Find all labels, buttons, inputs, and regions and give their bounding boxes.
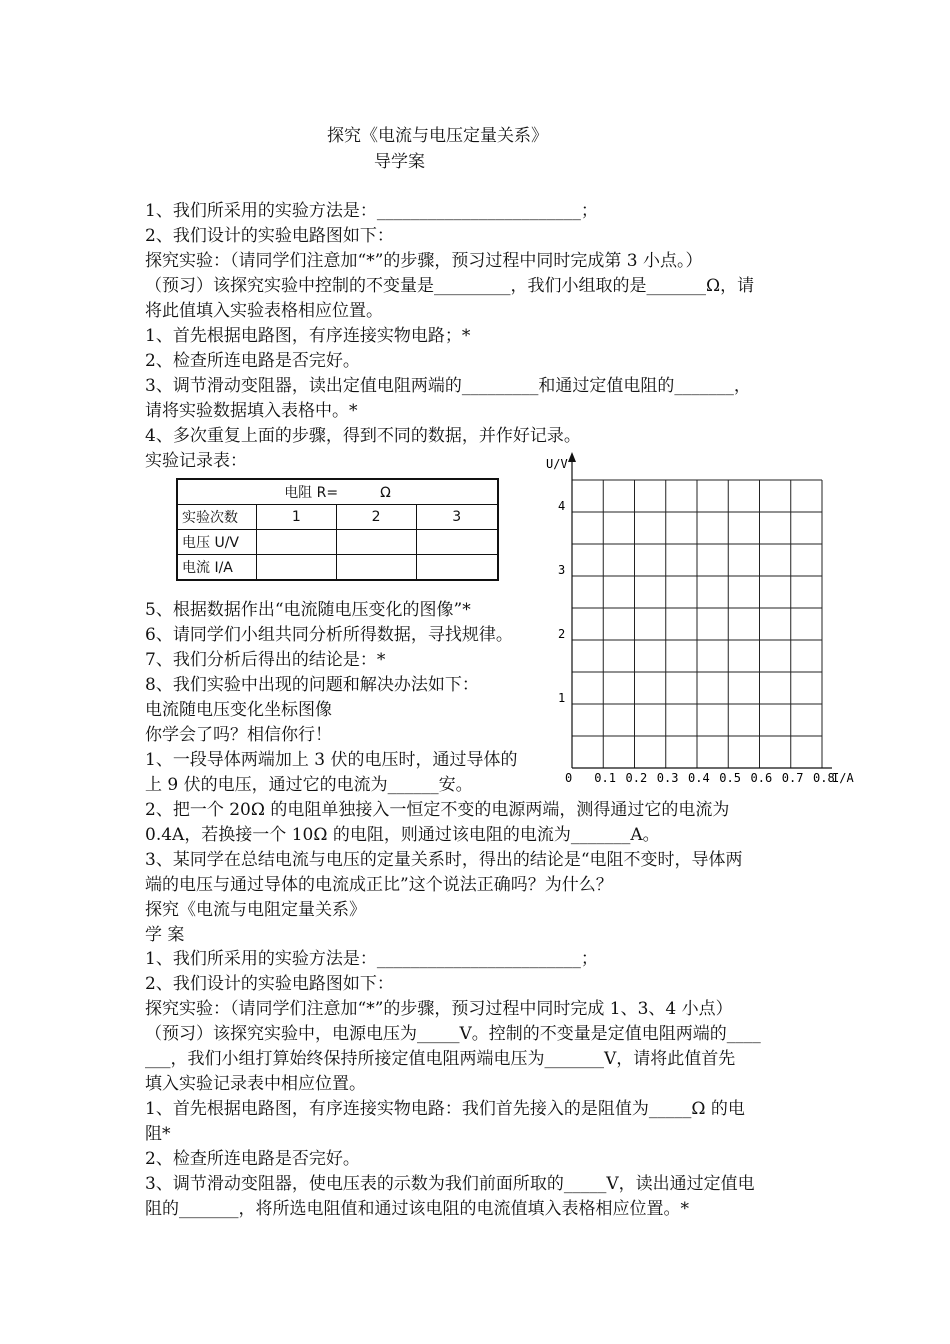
text-line: 学 案 — [145, 925, 185, 945]
table-cell — [336, 555, 416, 581]
table-cell — [416, 530, 498, 555]
x-tick-label: 0.3 — [656, 771, 679, 785]
text-line: 请将实验数据填入表格中。* — [145, 401, 358, 421]
text-line: 1、我们所采用的实验方法是：________________________； — [145, 949, 598, 969]
text-line: 探究《电流与电阻定量关系》 — [145, 900, 366, 920]
table-row-label: 电压 U/V — [177, 530, 257, 555]
table-col-header: 2 — [336, 505, 416, 530]
record-table — [176, 478, 499, 581]
ui-coordinate-graph — [540, 450, 870, 790]
table-col-header: 3 — [416, 505, 498, 530]
text-line: 实验记录表： — [145, 451, 247, 471]
table-cell — [416, 555, 498, 581]
text-line: 1、一段导体两端加上 3 伏的电压时，通过导体的 — [145, 750, 518, 770]
y-axis-arrow — [568, 452, 576, 462]
y-tick-label: 1 — [558, 691, 566, 705]
text-line: 0.4A，若换接一个 10Ω 的电阻，则通过该电阻的电流为_______A。 — [145, 825, 660, 845]
table-cell — [257, 555, 337, 581]
table-col-header: 1 — [257, 505, 337, 530]
x-tick-label: 0.1 — [594, 771, 616, 785]
text-line: 探究实验：（请同学们注意加“*”的步骤，预习过程中同时完成第 3 小点。） — [145, 251, 703, 271]
text-line: ___，我们小组打算始终保持所接定值电阻两端电压为_______V，请将此值首先 — [145, 1049, 736, 1069]
x-tick-label: 0.7 — [781, 771, 804, 785]
text-line: 2、检查所连电路是否完好。 — [145, 1149, 360, 1169]
text-line: 3、某同学在总结电流与电压的定量关系时，得出的结论是“电阻不变时，导体两 — [145, 850, 743, 870]
text-line: 6、请同学们小组共同分析所得数据，寻找规律。 — [145, 625, 513, 645]
text-line: 2、把一个 20Ω 的电阻单独接入一恒定不变的电源两端，测得通过它的电流为 — [145, 800, 730, 820]
table-row-label: 电流 I/A — [177, 555, 257, 581]
x-tick-label: 0 — [565, 771, 573, 785]
x-axis-label: I/A — [832, 771, 854, 785]
text-line: （预习）该探究实验中控制的不变量是_________，我们小组取的是_______Ω，请 — [145, 276, 755, 296]
text-line: 电流随电压变化坐标图像 — [145, 700, 332, 720]
y-axis-label: U/V — [546, 457, 568, 471]
text-line: 2、检查所连电路是否完好。 — [145, 351, 360, 371]
y-tick-label: 2 — [558, 627, 566, 641]
text-line: 上 9 伏的电压，通过它的电流为______安。 — [145, 775, 473, 795]
y-tick-label: 4 — [558, 499, 566, 513]
text-line: 填入实验记录表中相应位置。 — [145, 1074, 366, 1094]
table-cell — [257, 530, 337, 555]
text-line: 1、首先根据电路图，有序连接实物电路：我们首先接入的是阻值为_____Ω 的电 — [145, 1099, 745, 1119]
table-header: 电阻 R= Ω — [177, 479, 498, 505]
x-tick-label: 0.5 — [719, 771, 741, 785]
text-line: 探究实验：（请同学们注意加“*”的步骤，预习过程中同时完成 1、3、4 小点） — [145, 999, 733, 1019]
text-line: 1、我们所采用的实验方法是：________________________； — [145, 201, 598, 221]
text-line: 阻* — [145, 1124, 171, 1144]
text-line: 2、我们设计的实验电路图如下： — [145, 974, 394, 994]
text-line: 3、调节滑动变阻器，使电压表的示数为我们前面所取的_____V，读出通过定值电 — [145, 1174, 755, 1194]
text-line: 端的电压与通过导体的电流成正比”这个说法正确吗？为什么？ — [145, 875, 613, 895]
text-line: 你学会了吗？相信你行！ — [145, 725, 332, 745]
text-line: 5、根据数据作出“电流随电压变化的图像”* — [145, 600, 471, 620]
text-line: 4、多次重复上面的步骤，得到不同的数据，并作好记录。 — [145, 426, 581, 446]
table-cell — [336, 530, 416, 555]
x-tick-label: 0.8 — [813, 771, 835, 785]
text-line: 2、我们设计的实验电路图如下： — [145, 226, 394, 246]
x-tick-label: 0.4 — [688, 771, 710, 785]
x-tick-label: 0.2 — [625, 771, 648, 785]
text-line: 8、我们实验中出现的问题和解决办法如下： — [145, 675, 479, 695]
y-tick-label: 3 — [558, 563, 566, 577]
text-line: 7、我们分析后得出的结论是：* — [145, 650, 386, 670]
page-subtitle: 导学案 — [374, 152, 425, 172]
text-line: 1、首先根据电路图，有序连接实物电路；* — [145, 326, 471, 346]
page-title: 探究《电流与电压定量关系》 — [327, 126, 548, 146]
text-line: 3、调节滑动变阻器，读出定值电阻两端的_________和通过定值电阻的_______， — [145, 376, 751, 396]
text-line: （预习）该探究实验中，电源电压为_____V。控制的不变量是定值电阻两端的____ — [145, 1024, 761, 1044]
text-line: 阻的_______，将所选电阻值和通过该电阻的电流值填入表格相应位置。* — [145, 1199, 689, 1219]
table-row-label: 实验次数 — [177, 505, 257, 530]
text-line: 将此值填入实验表格相应位置。 — [145, 301, 383, 321]
x-tick-label: 0.6 — [750, 771, 773, 785]
